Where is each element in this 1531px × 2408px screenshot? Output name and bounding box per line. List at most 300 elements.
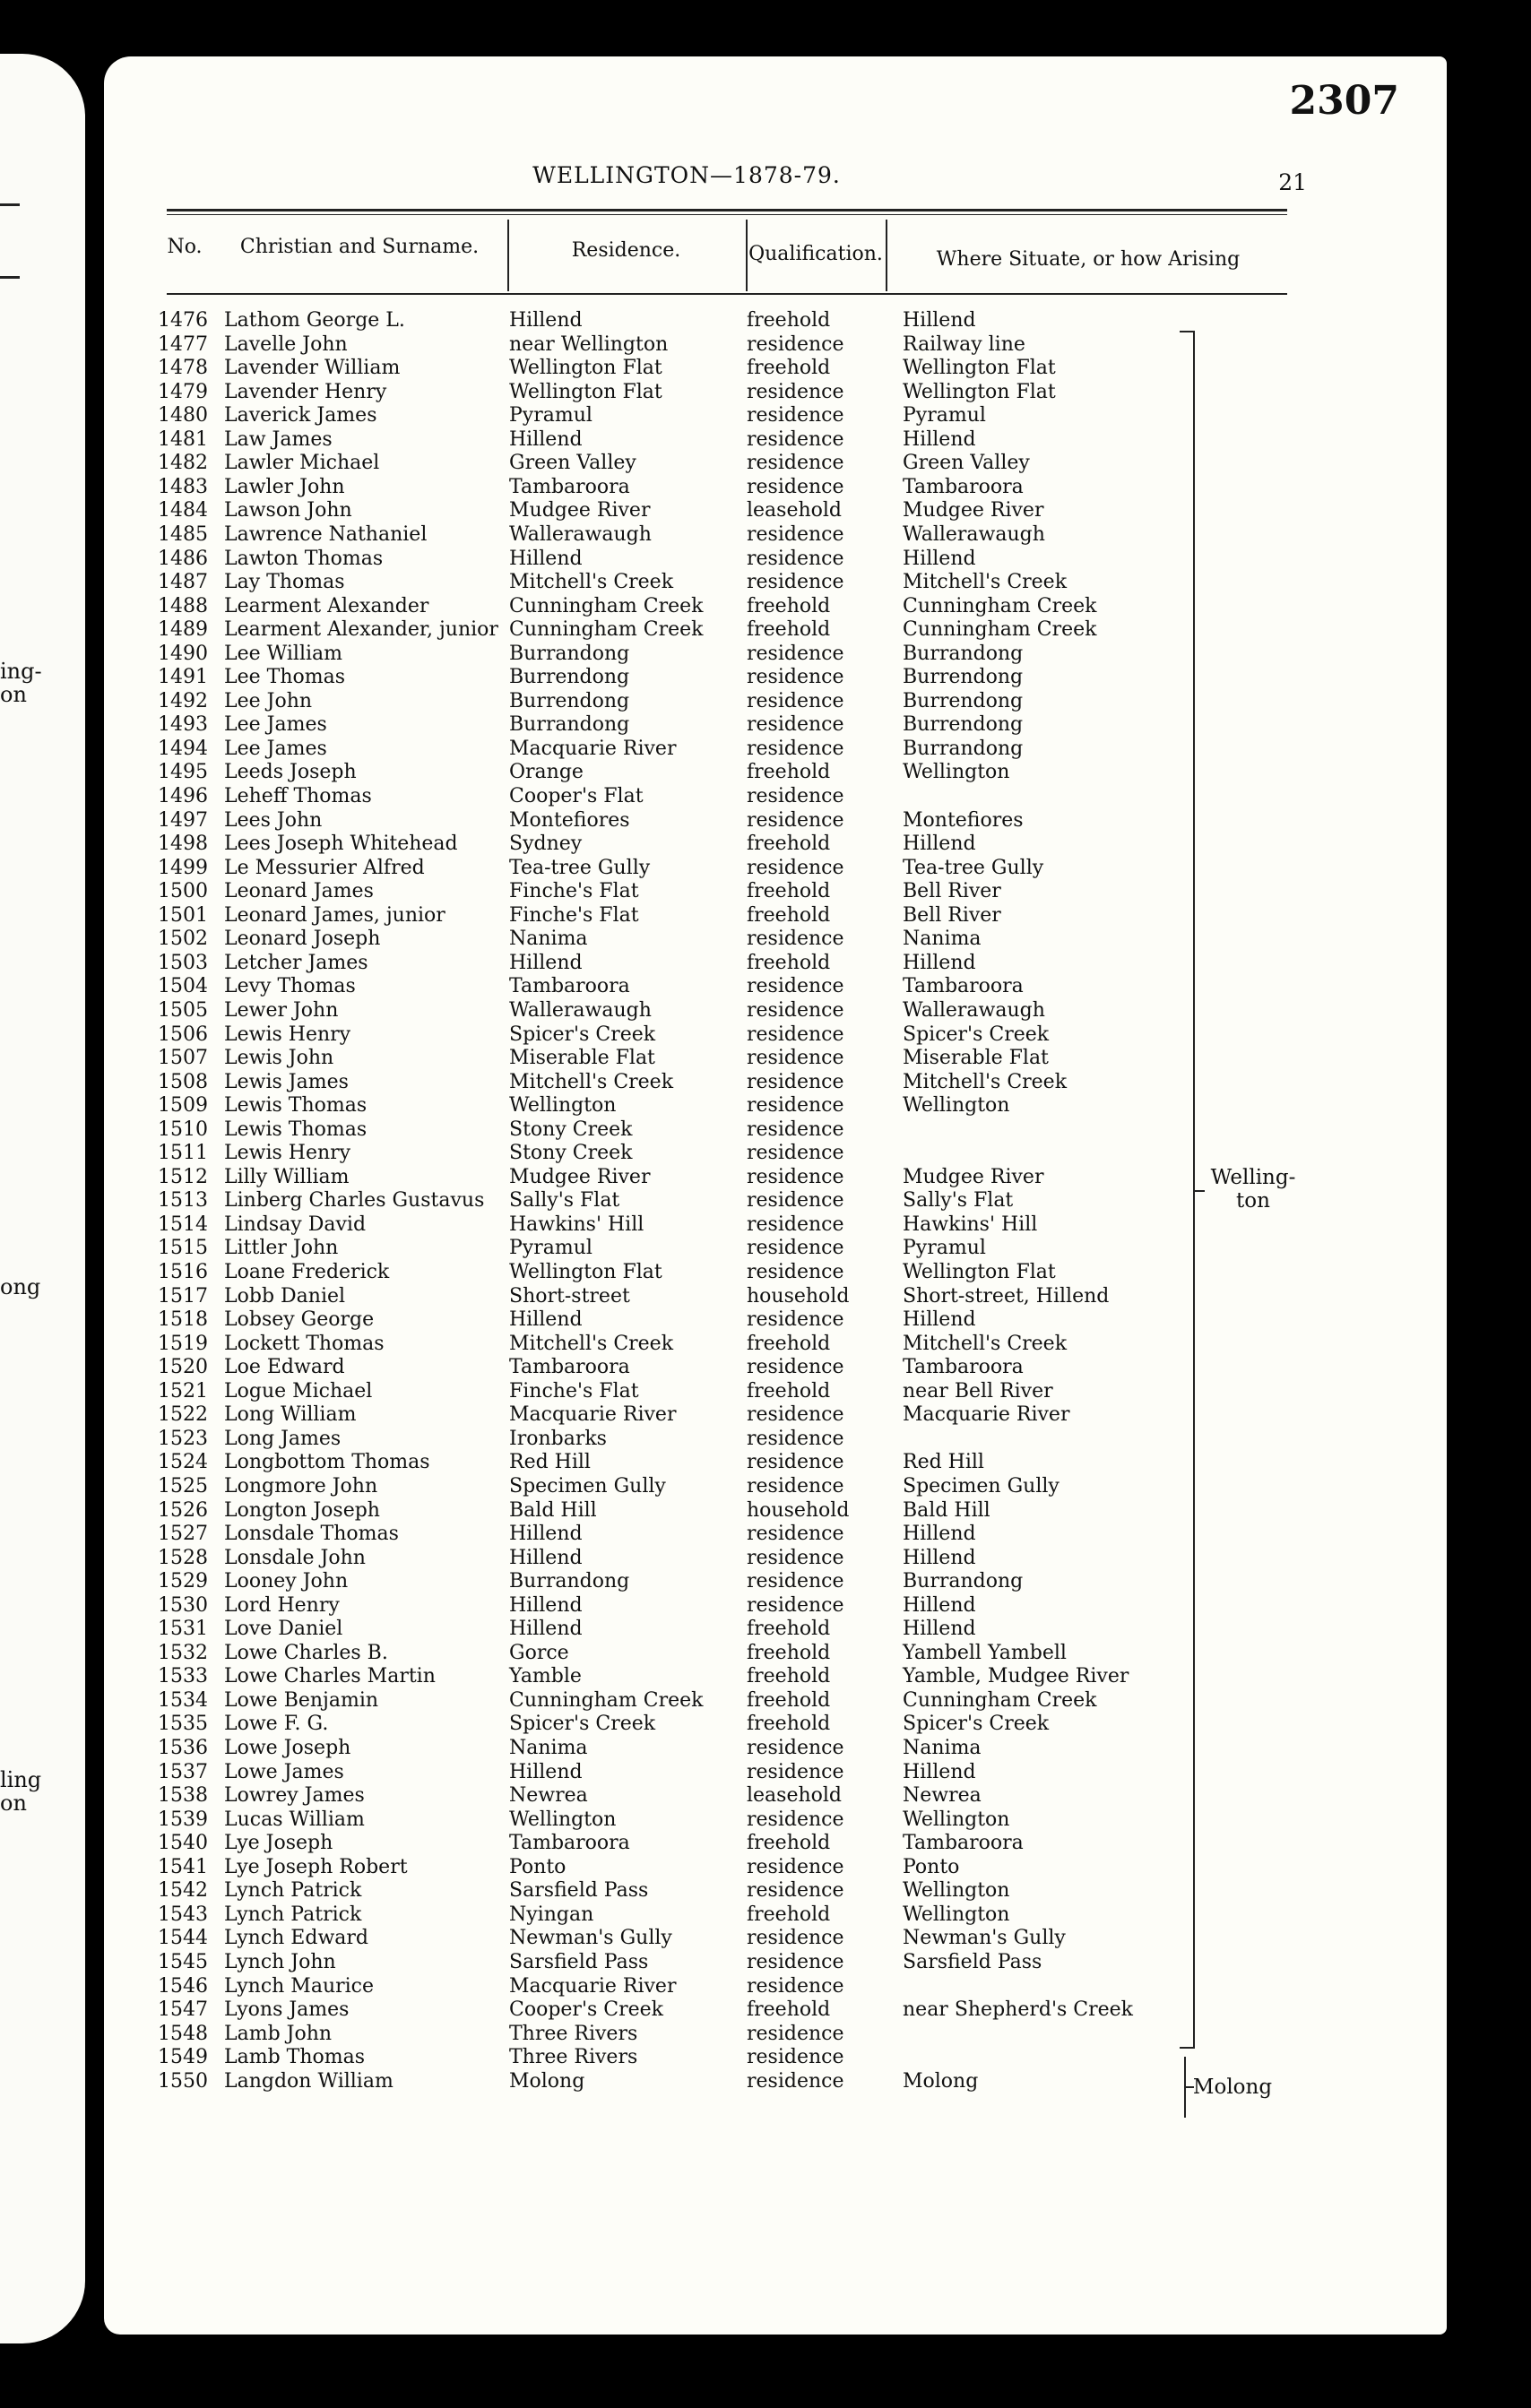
table-row <box>104 1308 1447 1332</box>
where-situate: Sally's Flat <box>903 1189 1014 1212</box>
qualification: household <box>747 1499 850 1522</box>
elector-name: Longmore John <box>224 1475 378 1497</box>
qualification: residence <box>747 333 844 356</box>
qualification: residence <box>747 975 844 997</box>
residence: Tambaroora <box>509 1832 630 1854</box>
qualification: residence <box>747 1951 844 1973</box>
residence: Hawkins' Hill <box>509 1213 644 1236</box>
entry-number: 1537 <box>158 1761 208 1783</box>
where-situate: Wellington Flat <box>903 381 1056 403</box>
residence: Yamble <box>509 1665 582 1687</box>
elector-name: Lamb John <box>224 2023 333 2045</box>
where-situate: Pyramul <box>903 404 986 427</box>
where-situate: Green Valley <box>903 452 1030 474</box>
district-label-line: ton <box>1236 1189 1270 1213</box>
table-row <box>104 952 1447 975</box>
entry-number: 1531 <box>158 1618 208 1640</box>
elector-name: Longbottom Thomas <box>224 1451 430 1473</box>
residence: Wellington <box>509 1094 617 1117</box>
qualification: residence <box>747 571 844 593</box>
table-row <box>104 309 1447 332</box>
elector-name: Lewis James <box>224 1071 349 1093</box>
qualification: residence <box>747 713 844 736</box>
residence: Burrendong <box>509 666 630 688</box>
table-row <box>104 809 1447 833</box>
table-row <box>104 1975 1447 1998</box>
district-label-line: Welling- <box>1210 1166 1296 1189</box>
residence: Green Valley <box>509 452 636 474</box>
elector-name: Lynch Patrick <box>224 1903 362 1926</box>
residence: Mudgee River <box>509 499 651 522</box>
elector-name: Leonard James <box>224 880 374 902</box>
elector-name: Lewis Henry <box>224 1023 351 1046</box>
entry-number: 1527 <box>158 1523 208 1545</box>
where-situate: Mudgee River <box>903 499 1044 522</box>
residence: Hillend <box>509 1523 583 1545</box>
elector-name: Letcher James <box>224 952 368 974</box>
table-row <box>104 1475 1447 1498</box>
elector-name: Lavender William <box>224 357 401 379</box>
entry-number: 1492 <box>158 690 208 712</box>
where-situate: Specimen Gully <box>903 1475 1060 1497</box>
entry-number: 1541 <box>158 1856 208 1878</box>
entry-number: 1500 <box>158 880 208 902</box>
residence: Burrandong <box>509 713 630 736</box>
elector-name: Lavelle John <box>224 333 348 356</box>
header-top-rule-thin <box>167 214 1287 215</box>
where-situate: Cunningham Creek <box>903 618 1097 641</box>
table-row <box>104 1808 1447 1832</box>
qualification: residence <box>747 1237 844 1259</box>
elector-name: Leonard Joseph <box>224 928 381 950</box>
table-row <box>104 833 1447 856</box>
residence: Nanima <box>509 928 588 950</box>
residence: Wellington <box>509 1808 617 1831</box>
residence: Wellington Flat <box>509 1261 662 1283</box>
where-situate: Nanima <box>903 1737 982 1759</box>
entry-number: 1536 <box>158 1737 208 1759</box>
district-bracket-cap <box>1180 331 1195 332</box>
entry-number: 1539 <box>158 1808 208 1831</box>
entry-number: 1515 <box>158 1237 208 1259</box>
entry-number: 1478 <box>158 357 208 379</box>
entry-number: 1518 <box>158 1308 208 1331</box>
residence: Hillend <box>509 1594 583 1617</box>
table-row <box>104 523 1447 547</box>
residence: Tea-tree Gully <box>509 857 651 879</box>
entry-number: 1504 <box>158 975 208 997</box>
where-situate: Mitchell's Creek <box>903 571 1068 593</box>
residence: Hillend <box>509 1761 583 1783</box>
table-row <box>104 2046 1447 2069</box>
table-row <box>104 1879 1447 1903</box>
table-row <box>104 761 1447 784</box>
where-situate: Montefiores <box>903 809 1024 832</box>
table-row <box>104 499 1447 522</box>
residence: Ponto <box>509 1856 567 1878</box>
elector-name: Lyons James <box>224 1998 350 2021</box>
table-row <box>104 1618 1447 1641</box>
elector-name: Lye Joseph Robert <box>224 1856 408 1878</box>
table-row <box>104 1333 1447 1356</box>
where-situate: Ponto <box>903 1856 960 1878</box>
table-row <box>104 1428 1447 1451</box>
table-row <box>104 1023 1447 1047</box>
elector-name: Long James <box>224 1428 342 1450</box>
qualification: residence <box>747 1261 844 1283</box>
qualification: residence <box>747 2046 844 2068</box>
elector-name: Lee Thomas <box>224 666 345 688</box>
qualification: residence <box>747 523 844 546</box>
table-row <box>104 1998 1447 2022</box>
residence: Macquarie River <box>509 738 677 760</box>
residence: Burrandong <box>509 643 630 665</box>
where-situate: Red Hill <box>903 1451 984 1473</box>
entry-number: 1489 <box>158 618 208 641</box>
district-label-line: Molong <box>1192 2076 1273 2099</box>
residence: Hillend <box>509 1547 583 1569</box>
qualification: residence <box>747 1023 844 1046</box>
entry-number: 1476 <box>158 309 208 332</box>
qualification: residence <box>747 999 844 1022</box>
entry-number: 1484 <box>158 499 208 522</box>
facing-page-fragment: ling <box>0 1767 42 1792</box>
qualification: leasehold <box>747 1784 843 1807</box>
residence: Mitchell's Creek <box>509 571 674 593</box>
entry-number: 1494 <box>158 738 208 760</box>
elector-name: Lee James <box>224 738 327 760</box>
entry-number: 1496 <box>158 785 208 807</box>
table-row <box>104 928 1447 951</box>
entry-number: 1502 <box>158 928 208 950</box>
where-situate: Hillend <box>903 428 976 451</box>
table-row <box>104 2023 1447 2046</box>
elector-name: Lees John <box>224 809 323 832</box>
entry-number: 1521 <box>158 1380 208 1403</box>
entry-number: 1543 <box>158 1903 208 1926</box>
column-header-qualification: Qualification. <box>748 243 883 265</box>
qualification: residence <box>747 1547 844 1569</box>
table-row <box>104 1761 1447 1784</box>
elector-name: Lynch Edward <box>224 1927 368 1949</box>
table-row <box>104 1737 1447 1760</box>
elector-name: Lucas William <box>224 1808 365 1831</box>
district-label <box>1199 1166 1307 1213</box>
table-row <box>104 1071 1447 1094</box>
table-row <box>104 1261 1447 1284</box>
residence: near Wellington <box>509 333 669 356</box>
where-situate: Wellington <box>903 1879 1010 1902</box>
district-label <box>1192 2076 1273 2099</box>
elector-name: Logue Michael <box>224 1380 373 1403</box>
table-row <box>104 452 1447 475</box>
table-row <box>104 1784 1447 1808</box>
elector-name: Lavender Henry <box>224 381 387 403</box>
qualification: residence <box>747 1475 844 1497</box>
entry-number: 1487 <box>158 571 208 593</box>
qualification: residence <box>747 2070 844 2093</box>
qualification: residence <box>747 1761 844 1783</box>
column-header-name: Christian and Surname. <box>239 236 480 258</box>
residence: Finche's Flat <box>509 904 639 927</box>
table-row <box>104 1951 1447 1974</box>
where-situate: Hillend <box>903 548 976 570</box>
qualification: residence <box>747 1166 844 1188</box>
residence: Miserable Flat <box>509 1047 655 1069</box>
residence: Short-street <box>509 1285 630 1308</box>
entry-number: 1538 <box>158 1784 208 1807</box>
elector-name: Lockett Thomas <box>224 1333 385 1355</box>
elector-name: Lay Thomas <box>224 571 345 593</box>
table-row <box>104 1927 1447 1950</box>
residence: Cooper's Flat <box>509 785 644 807</box>
residence: Sydney <box>509 833 583 855</box>
where-situate: Hillend <box>903 833 976 855</box>
qualification: residence <box>747 857 844 879</box>
elector-name: Langdon William <box>224 2070 394 2093</box>
where-situate: Wellington <box>903 1903 1010 1926</box>
table-row <box>104 1665 1447 1688</box>
where-situate: Tea-tree Gully <box>903 857 1044 879</box>
qualification: residence <box>747 452 844 474</box>
where-situate: Wellington Flat <box>903 357 1056 379</box>
table-row <box>104 1047 1447 1070</box>
where-situate: Hillend <box>903 309 976 332</box>
entry-number: 1519 <box>158 1333 208 1355</box>
residence: Wallerawaugh <box>509 523 652 546</box>
qualification: freehold <box>747 761 831 783</box>
qualification: residence <box>747 928 844 950</box>
elector-name: Lonsdale John <box>224 1547 366 1569</box>
residence: Sally's Flat <box>509 1189 620 1212</box>
entry-number: 1490 <box>158 643 208 665</box>
entry-number: 1497 <box>158 809 208 832</box>
elector-name: Long William <box>224 1403 357 1426</box>
qualification: freehold <box>747 1665 831 1687</box>
table-row <box>104 1285 1447 1308</box>
table-row <box>104 595 1447 618</box>
where-situate: Bell River <box>903 904 1001 927</box>
qualification: residence <box>747 1737 844 1759</box>
elector-name: Love Daniel <box>224 1618 343 1640</box>
qualification: residence <box>747 1808 844 1831</box>
facing-page-rule <box>0 203 20 206</box>
where-situate: Tambaroora <box>903 975 1024 997</box>
qualification: residence <box>747 1142 844 1164</box>
where-situate: Mitchell's Creek <box>903 1071 1068 1093</box>
entry-number: 1498 <box>158 833 208 855</box>
entry-number: 1509 <box>158 1094 208 1117</box>
elector-name: Lynch Maurice <box>224 1975 375 1998</box>
elector-name: Learment Alexander <box>224 595 429 617</box>
entry-number: 1548 <box>158 2023 208 2045</box>
qualification: residence <box>747 690 844 712</box>
where-situate: Burrandong <box>903 738 1024 760</box>
qualification: residence <box>747 809 844 832</box>
residence: Mudgee River <box>509 1166 651 1188</box>
residence: Tambaroora <box>509 975 630 997</box>
where-situate: Molong <box>903 2070 979 2093</box>
elector-name: Lowrey James <box>224 1784 365 1807</box>
residence: Burrendong <box>509 690 630 712</box>
qualification: freehold <box>747 880 831 902</box>
qualification: residence <box>747 643 844 665</box>
table-row <box>104 333 1447 357</box>
table-row <box>104 548 1447 571</box>
entry-number: 1546 <box>158 1975 208 1998</box>
entry-number: 1485 <box>158 523 208 546</box>
table-row <box>104 904 1447 928</box>
elector-name: Lewer John <box>224 999 339 1022</box>
residence: Wellington Flat <box>509 357 662 379</box>
entry-number: 1517 <box>158 1285 208 1308</box>
qualification: freehold <box>747 618 831 641</box>
column-divider <box>886 220 887 291</box>
residence: Nanima <box>509 1737 588 1759</box>
qualification: residence <box>747 1927 844 1949</box>
where-situate: Cunningham Creek <box>903 595 1097 617</box>
where-situate: Cunningham Creek <box>903 1689 1097 1712</box>
where-situate: Wellington Flat <box>903 1261 1056 1283</box>
entry-number: 1525 <box>158 1475 208 1497</box>
elector-name: Leeds Joseph <box>224 761 357 783</box>
qualification: freehold <box>747 1618 831 1640</box>
where-situate: Yamble, Mudgee River <box>903 1665 1129 1687</box>
where-situate: Wellington <box>903 761 1010 783</box>
where-situate: Nanima <box>903 928 982 950</box>
elector-name: Lee William <box>224 643 342 665</box>
page-heading: WELLINGTON—1878-79. <box>532 162 841 188</box>
entry-number: 1503 <box>158 952 208 974</box>
table-row <box>104 1499 1447 1523</box>
where-situate: Hillend <box>903 1761 976 1783</box>
elector-name: Lewis Henry <box>224 1142 351 1164</box>
table-row <box>104 1237 1447 1260</box>
elector-name: Lee John <box>224 690 313 712</box>
qualification: freehold <box>747 1333 831 1355</box>
table-row <box>104 571 1447 594</box>
residence: Finche's Flat <box>509 1380 639 1403</box>
qualification: residence <box>747 1570 844 1592</box>
qualification: residence <box>747 738 844 760</box>
elector-name: Le Messurier Alfred <box>224 857 425 879</box>
table-row <box>104 1547 1447 1570</box>
residence: Tambaroora <box>509 476 630 498</box>
entry-number: 1534 <box>158 1689 208 1712</box>
table-row <box>104 738 1447 761</box>
elector-name: Lord Henry <box>224 1594 340 1617</box>
elector-name: Lynch John <box>224 1951 336 1973</box>
entry-number: 1532 <box>158 1642 208 1664</box>
residence: Spicer's Creek <box>509 1713 656 1735</box>
facing-page-fragment: ong <box>0 1274 41 1299</box>
elector-name: Lowe Charles B. <box>224 1642 388 1664</box>
qualification: freehold <box>747 1713 831 1735</box>
where-situate: Hillend <box>903 1308 976 1331</box>
facing-page-fragment: ing- <box>0 659 42 684</box>
column-divider <box>507 220 509 291</box>
header-top-rule <box>167 209 1287 211</box>
table-row <box>104 1403 1447 1427</box>
where-situate: Macquarie River <box>903 1403 1070 1426</box>
residence: Macquarie River <box>509 1403 677 1426</box>
qualification: residence <box>747 1071 844 1093</box>
table-row <box>104 1213 1447 1237</box>
residence: Orange <box>509 761 584 783</box>
table-row <box>104 1142 1447 1165</box>
residence: Hillend <box>509 548 583 570</box>
qualification: freehold <box>747 1832 831 1854</box>
qualification: residence <box>747 404 844 427</box>
entry-number: 1544 <box>158 1927 208 1949</box>
qualification: residence <box>747 1356 844 1378</box>
residence: Montefiores <box>509 809 630 832</box>
elector-name: Leonard James, junior <box>224 904 445 927</box>
entry-number: 1483 <box>158 476 208 498</box>
facing-page-fragment: on <box>0 682 27 707</box>
table-row <box>104 1380 1447 1403</box>
where-situate: Hillend <box>903 1594 976 1617</box>
residence: Red Hill <box>509 1451 591 1473</box>
residence: Mitchell's Creek <box>509 1071 674 1093</box>
entry-number: 1491 <box>158 666 208 688</box>
elector-name: Lowe F. G. <box>224 1713 329 1735</box>
page-number: 2307 <box>1289 78 1399 124</box>
entry-number: 1542 <box>158 1879 208 1902</box>
qualification: residence <box>747 1047 844 1069</box>
facing-page-rule <box>0 276 20 279</box>
elector-name: Lowe Joseph <box>224 1737 351 1759</box>
where-situate: Burrendong <box>903 713 1024 736</box>
where-situate: near Shepherd's Creek <box>903 1998 1133 2021</box>
elector-name: Lobsey George <box>224 1308 375 1331</box>
elector-name: Lawton Thomas <box>224 548 384 570</box>
qualification: residence <box>747 2023 844 2045</box>
residence: Ironbarks <box>509 1428 607 1450</box>
qualification: residence <box>747 1451 844 1473</box>
entry-number: 1547 <box>158 1998 208 2021</box>
table-row <box>104 381 1447 404</box>
elector-name: Lewis Thomas <box>224 1118 368 1141</box>
where-situate: Yambell Yambell <box>903 1642 1067 1664</box>
table-row <box>104 1903 1447 1927</box>
entry-number: 1516 <box>158 1261 208 1283</box>
entry-number: 1549 <box>158 2046 208 2068</box>
table-row <box>104 1856 1447 1879</box>
table-row <box>104 1356 1447 1379</box>
qualification: residence <box>747 1213 844 1236</box>
table-row <box>104 690 1447 713</box>
where-situate: Wellington <box>903 1808 1010 1831</box>
table-row <box>104 1832 1447 1855</box>
register-page <box>104 56 1447 2335</box>
entry-number: 1510 <box>158 1118 208 1141</box>
residence: Hillend <box>509 1308 583 1331</box>
where-situate: Miserable Flat <box>903 1047 1049 1069</box>
residence: Sarsfield Pass <box>509 1879 649 1902</box>
residence: Wellington Flat <box>509 381 662 403</box>
qualification: residence <box>747 1094 844 1117</box>
table-row <box>104 1451 1447 1474</box>
elector-name: Looney John <box>224 1570 349 1592</box>
entry-number: 1514 <box>158 1213 208 1236</box>
entry-number: 1528 <box>158 1547 208 1569</box>
table-row <box>104 1523 1447 1546</box>
residence: Hillend <box>509 952 583 974</box>
elector-name: Longton Joseph <box>224 1499 380 1522</box>
table-row <box>104 618 1447 642</box>
table-row <box>104 975 1447 998</box>
